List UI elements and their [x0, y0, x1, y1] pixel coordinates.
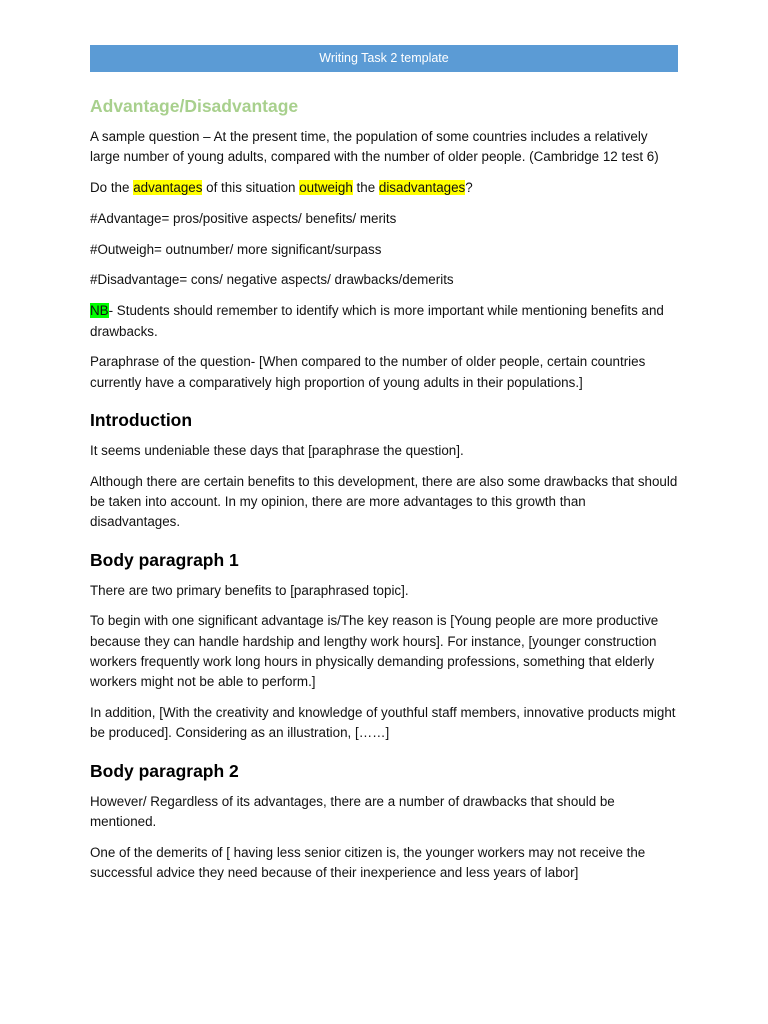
question-mid1: of this situation [202, 180, 300, 196]
question-end: ? [465, 180, 473, 196]
question-pre: Do the [90, 180, 134, 196]
body-2-paragraph-1: However/ Regardless of its advantages, there are a number of drawbacks that should be mentioned. [90, 793, 615, 830]
introduction-paragraph-1: It seems undeniable these days that [paraphrase the question]. [90, 442, 464, 458]
nb-tag: NB [90, 303, 109, 319]
document-title-bar [90, 45, 678, 72]
sample-question: A sample question – At the present time, the population of some countries includes a relatively large number of young adults, compared with the number of older people. (Cambridge 12 test 6) [90, 129, 659, 165]
highlight-outweigh: outweigh [299, 180, 353, 196]
body-1-paragraph-1: There are two primary benefits to [paraphrased topic]. [90, 582, 409, 598]
document-title: Writing Task 2 template [319, 51, 449, 65]
introduction-paragraph-2: Although there are certain benefits to this development, there are also some drawbacks that should be taken into account. In my opinion, there are more advantages to this growth than disadvantages. [90, 473, 678, 530]
nb-note [90, 301, 678, 342]
synonym-disadvantage: #Disadvantage= cons/ negative aspects/ drawbacks/demerits [90, 272, 454, 288]
question-line [90, 178, 678, 198]
highlight-disadvantages: disadvantages [378, 180, 466, 196]
body-paragraph-1-heading: Body paragraph 1 [90, 549, 239, 570]
synonym-advantage: #Advantage= pros/positive aspects/ benefits/ merits [90, 210, 397, 226]
introduction-heading: Introduction [90, 409, 193, 430]
body-1-paragraph-2: To begin with one significant advantage is/The key reason is [Young people are more productive because they can handle hardship and lengthy work hours]. For instance, [younger construction workers frequently work long hours in physically demanding professions, something that elderly workers might not be able to perform.] [90, 613, 659, 690]
nb-text: - Students should remember to identify which is more important while mentioning benefits and drawbacks. [90, 303, 664, 339]
question-mid2: the [352, 180, 379, 196]
body-2-paragraph-2: One of the demerits of [ having less senior citizen is, the younger workers may not receive the successful advice they need because of their inexperience and less years of labor] [90, 844, 646, 881]
synonym-outweigh: #Outweigh= outnumber/ more significant/surpass [90, 241, 382, 257]
highlight-advantages: advantages [133, 180, 203, 196]
body-1-paragraph-3: In addition, [With the creativity and knowledge of youthful staff members, innovative products might be produced]. Considering as an illustration, [……] [90, 705, 676, 741]
paraphrase-paragraph: Paraphrase of the question- [When compared to the number of older people, certain countries currently have a comparatively high proportion of young adults in their populations.] [90, 354, 646, 390]
document-page [90, 45, 678, 883]
body-paragraph-2-heading: Body paragraph 2 [90, 760, 239, 781]
section-title: Advantage/Disadvantage [90, 96, 299, 116]
